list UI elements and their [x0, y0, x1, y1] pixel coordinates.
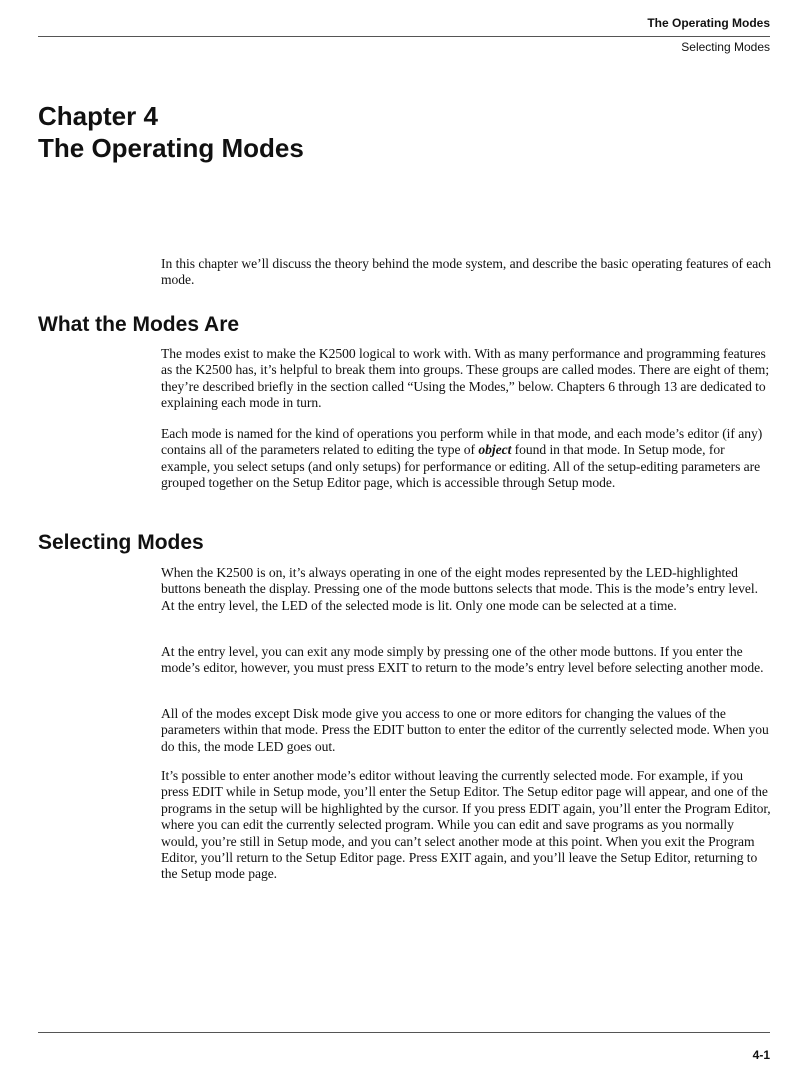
page-number: 4-1	[752, 1048, 770, 1062]
running-header-title: The Operating Modes	[647, 16, 770, 30]
chapter-title	[38, 100, 304, 164]
chapter-number: Chapter 4	[38, 101, 158, 131]
intro-paragraph: In this chapter we’ll discuss the theory behind the mode system, and describe the basic operating features of each mode.	[161, 256, 771, 288]
selecting-paragraph-2: At the entry level, you can exit any mode simply by pressing one of the other mode buttons. If you enter the mode’s editor, however, you must press EXIT to return to the mode’s entry level before selecting another mode.	[161, 644, 764, 676]
running-header-subtitle: Selecting Modes	[681, 40, 770, 54]
modes-paragraph-2-after: found in that mode. In Setup mode, for example, you select setups (and only setups) for performance or editing. All of the setup-editing parameters are grouped together on the Setup Editor page, which is accessible through Setup mode.	[161, 442, 761, 491]
selecting-paragraph-1: When the K2500 is on, it’s always operating in one of the eight modes represented by the LED-highlighted buttons beneath the display. Pressing one of the mode buttons selects that mode. This is the mode’s entry level. At the entry level, the LED of the selected mode is lit. Only one mode can be selected at a time.	[161, 565, 758, 613]
section-heading-selecting-modes: Selecting Modes	[38, 531, 204, 554]
selecting-paragraph-3: All of the modes except Disk mode give you access to one or more editors for changing the values of the parameters within that mode. Press the EDIT button to enter the editor of the currently selected mode. When you do this, the mode LED goes out.	[161, 706, 769, 754]
object-emphasis: object	[478, 442, 512, 458]
section-heading-what-the-modes-are: What the Modes Are	[38, 313, 240, 336]
modes-paragraph-2	[161, 426, 773, 492]
selecting-paragraph-4: It’s possible to enter another mode’s editor without leaving the currently selected mode. For example, if you press EDIT while in Setup mode, you’ll enter the Setup Editor. The Setup editor page will appear, and one of the programs in the setup will be highlighted by the cursor. If you press EDIT again, you’ll enter the Program Editor, where you can edit the currently selected program. While you can edit and save programs as you normally would, you’re still in Setup mode, and you can’t select another mode at this point. When you exit the Program Editor, you’ll return to the Setup Editor page. Press EXIT again, and you’ll leave the Setup Editor, returning to the Setup mode page.	[161, 768, 771, 882]
modes-paragraph-1: The modes exist to make the K2500 logical to work with. With as many performance and programming features as the K2500 has, it’s helpful to break them into groups. These groups are called modes. There are eight of them; they’re described briefly in the section called “Using the Modes,” below. Chapters 6 through 13 are dedicated to explaining each mode in turn.	[161, 346, 770, 411]
chapter-name: The Operating Modes	[38, 133, 304, 163]
header-rule	[38, 36, 770, 37]
modes-paragraph-2-before: Each mode is named for the kind of operations you perform while in that mode, and each mode’s editor (if any) contains all of the parameters related to editing the type of	[161, 426, 763, 458]
footer-rule	[38, 1032, 770, 1033]
